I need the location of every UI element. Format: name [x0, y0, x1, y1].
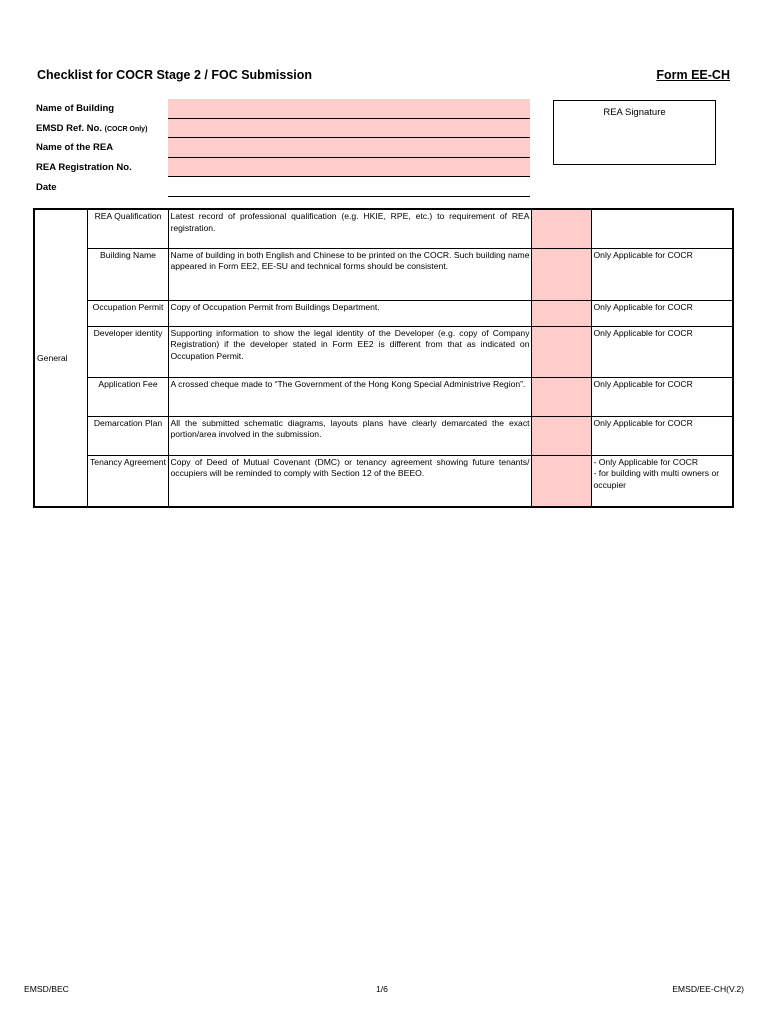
rea-name-label: Name of the REA: [36, 142, 114, 154]
remark-cell: Only Applicable for COCR: [591, 248, 733, 300]
remark-line: - for building with multi owners or occupier: [593, 468, 720, 490]
description-cell: Supporting information to show the legal identity of the Developer (e.g. copy of Company Registration) if the developer stated in Form EE2 is different from that as indicated on Occupation Permit.: [168, 326, 531, 377]
item-cell: Building Name: [87, 248, 168, 300]
building-name-label: Name of Building: [36, 103, 115, 115]
footer-left: EMSD/BEC: [24, 984, 69, 994]
table-row: [34, 209, 733, 248]
building-info-section: [36, 99, 530, 197]
check-cell[interactable]: [531, 455, 591, 507]
item-cell: Tenancy Agreement: [87, 455, 168, 507]
rea-registration-field[interactable]: [168, 158, 530, 178]
footer-right: EMSD/EE-CH(V.2): [672, 984, 744, 994]
remark-line: - Only Applicable for COCR: [593, 456, 699, 467]
rea-name-field[interactable]: [168, 138, 530, 158]
description-cell: Latest record of professional qualification (e.g. HKIE, RPE, etc.) to requirement of REA registration.: [168, 209, 531, 248]
table-row: [34, 455, 733, 507]
description-cell: All the submitted schematic diagrams, layouts plans have clearly demarcated the exact portion/area involved in the submission.: [168, 416, 531, 455]
emsd-ref-note: (COCR Only): [104, 125, 148, 133]
remark-cell: Only Applicable for COCR: [591, 416, 733, 455]
item-cell: REA Qualification: [87, 209, 168, 248]
description-cell: Copy of Occupation Permit from Buildings Department.: [168, 300, 531, 326]
info-row-date: [36, 177, 530, 197]
remark-cell: Only Applicable for COCR: [591, 377, 733, 416]
description-cell: Copy of Deed of Mutual Covenant (DMC) or tenancy agreement showing future tenants/ occupiers will be reminded to comply with Section 12 of the BEEO.: [168, 455, 531, 507]
table-row: [34, 326, 733, 377]
remark-cell: [591, 455, 733, 507]
emsd-ref-label: EMSD Ref. No. (COCR Only): [36, 122, 148, 134]
rea-signature-box[interactable]: [553, 100, 716, 165]
check-cell[interactable]: [531, 416, 591, 455]
item-cell: Occupation Permit: [87, 300, 168, 326]
table-row: [34, 416, 733, 455]
info-row-rea-registration: [36, 158, 530, 178]
date-field[interactable]: [168, 177, 530, 197]
page-title: Checklist for COCR Stage 2 / FOC Submission: [37, 68, 313, 82]
rea-registration-label: REA Registration No.: [36, 162, 132, 174]
check-cell[interactable]: [531, 209, 591, 248]
emsd-ref-field[interactable]: [168, 119, 530, 139]
item-cell: Application Fee: [87, 377, 168, 416]
table-row: [34, 377, 733, 416]
check-cell[interactable]: [531, 326, 591, 377]
check-cell[interactable]: [531, 300, 591, 326]
form-code: Form EE-CH: [656, 68, 730, 82]
rea-signature-label: REA Signature: [603, 107, 666, 118]
item-cell: Developer identity: [87, 326, 168, 377]
table-row: [34, 248, 733, 300]
building-name-field[interactable]: [168, 99, 530, 119]
checklist-table: [33, 208, 734, 508]
remark-cell: Only Applicable for COCR: [591, 300, 733, 326]
item-cell: Demarcation Plan: [87, 416, 168, 455]
remark-cell: [591, 209, 733, 248]
check-cell[interactable]: [531, 377, 591, 416]
page-number: 1/6: [376, 984, 388, 994]
info-row-building-name: [36, 99, 530, 119]
category-cell: General: [34, 209, 87, 507]
info-row-emsd-ref: [36, 119, 530, 139]
check-cell[interactable]: [531, 248, 591, 300]
table-row: [34, 300, 733, 326]
date-label: Date: [36, 181, 57, 193]
info-row-rea-name: [36, 138, 530, 158]
description-cell: Name of building in both English and Chinese to be printed on the COCR. Such building name appeared in Form EE2, EE-SU and technical forms should be consistent.: [168, 248, 531, 300]
description-cell: A crossed cheque made to “The Government of the Hong Kong Special Administrive Region”.: [168, 377, 531, 416]
remark-cell: Only Applicable for COCR: [591, 326, 733, 377]
